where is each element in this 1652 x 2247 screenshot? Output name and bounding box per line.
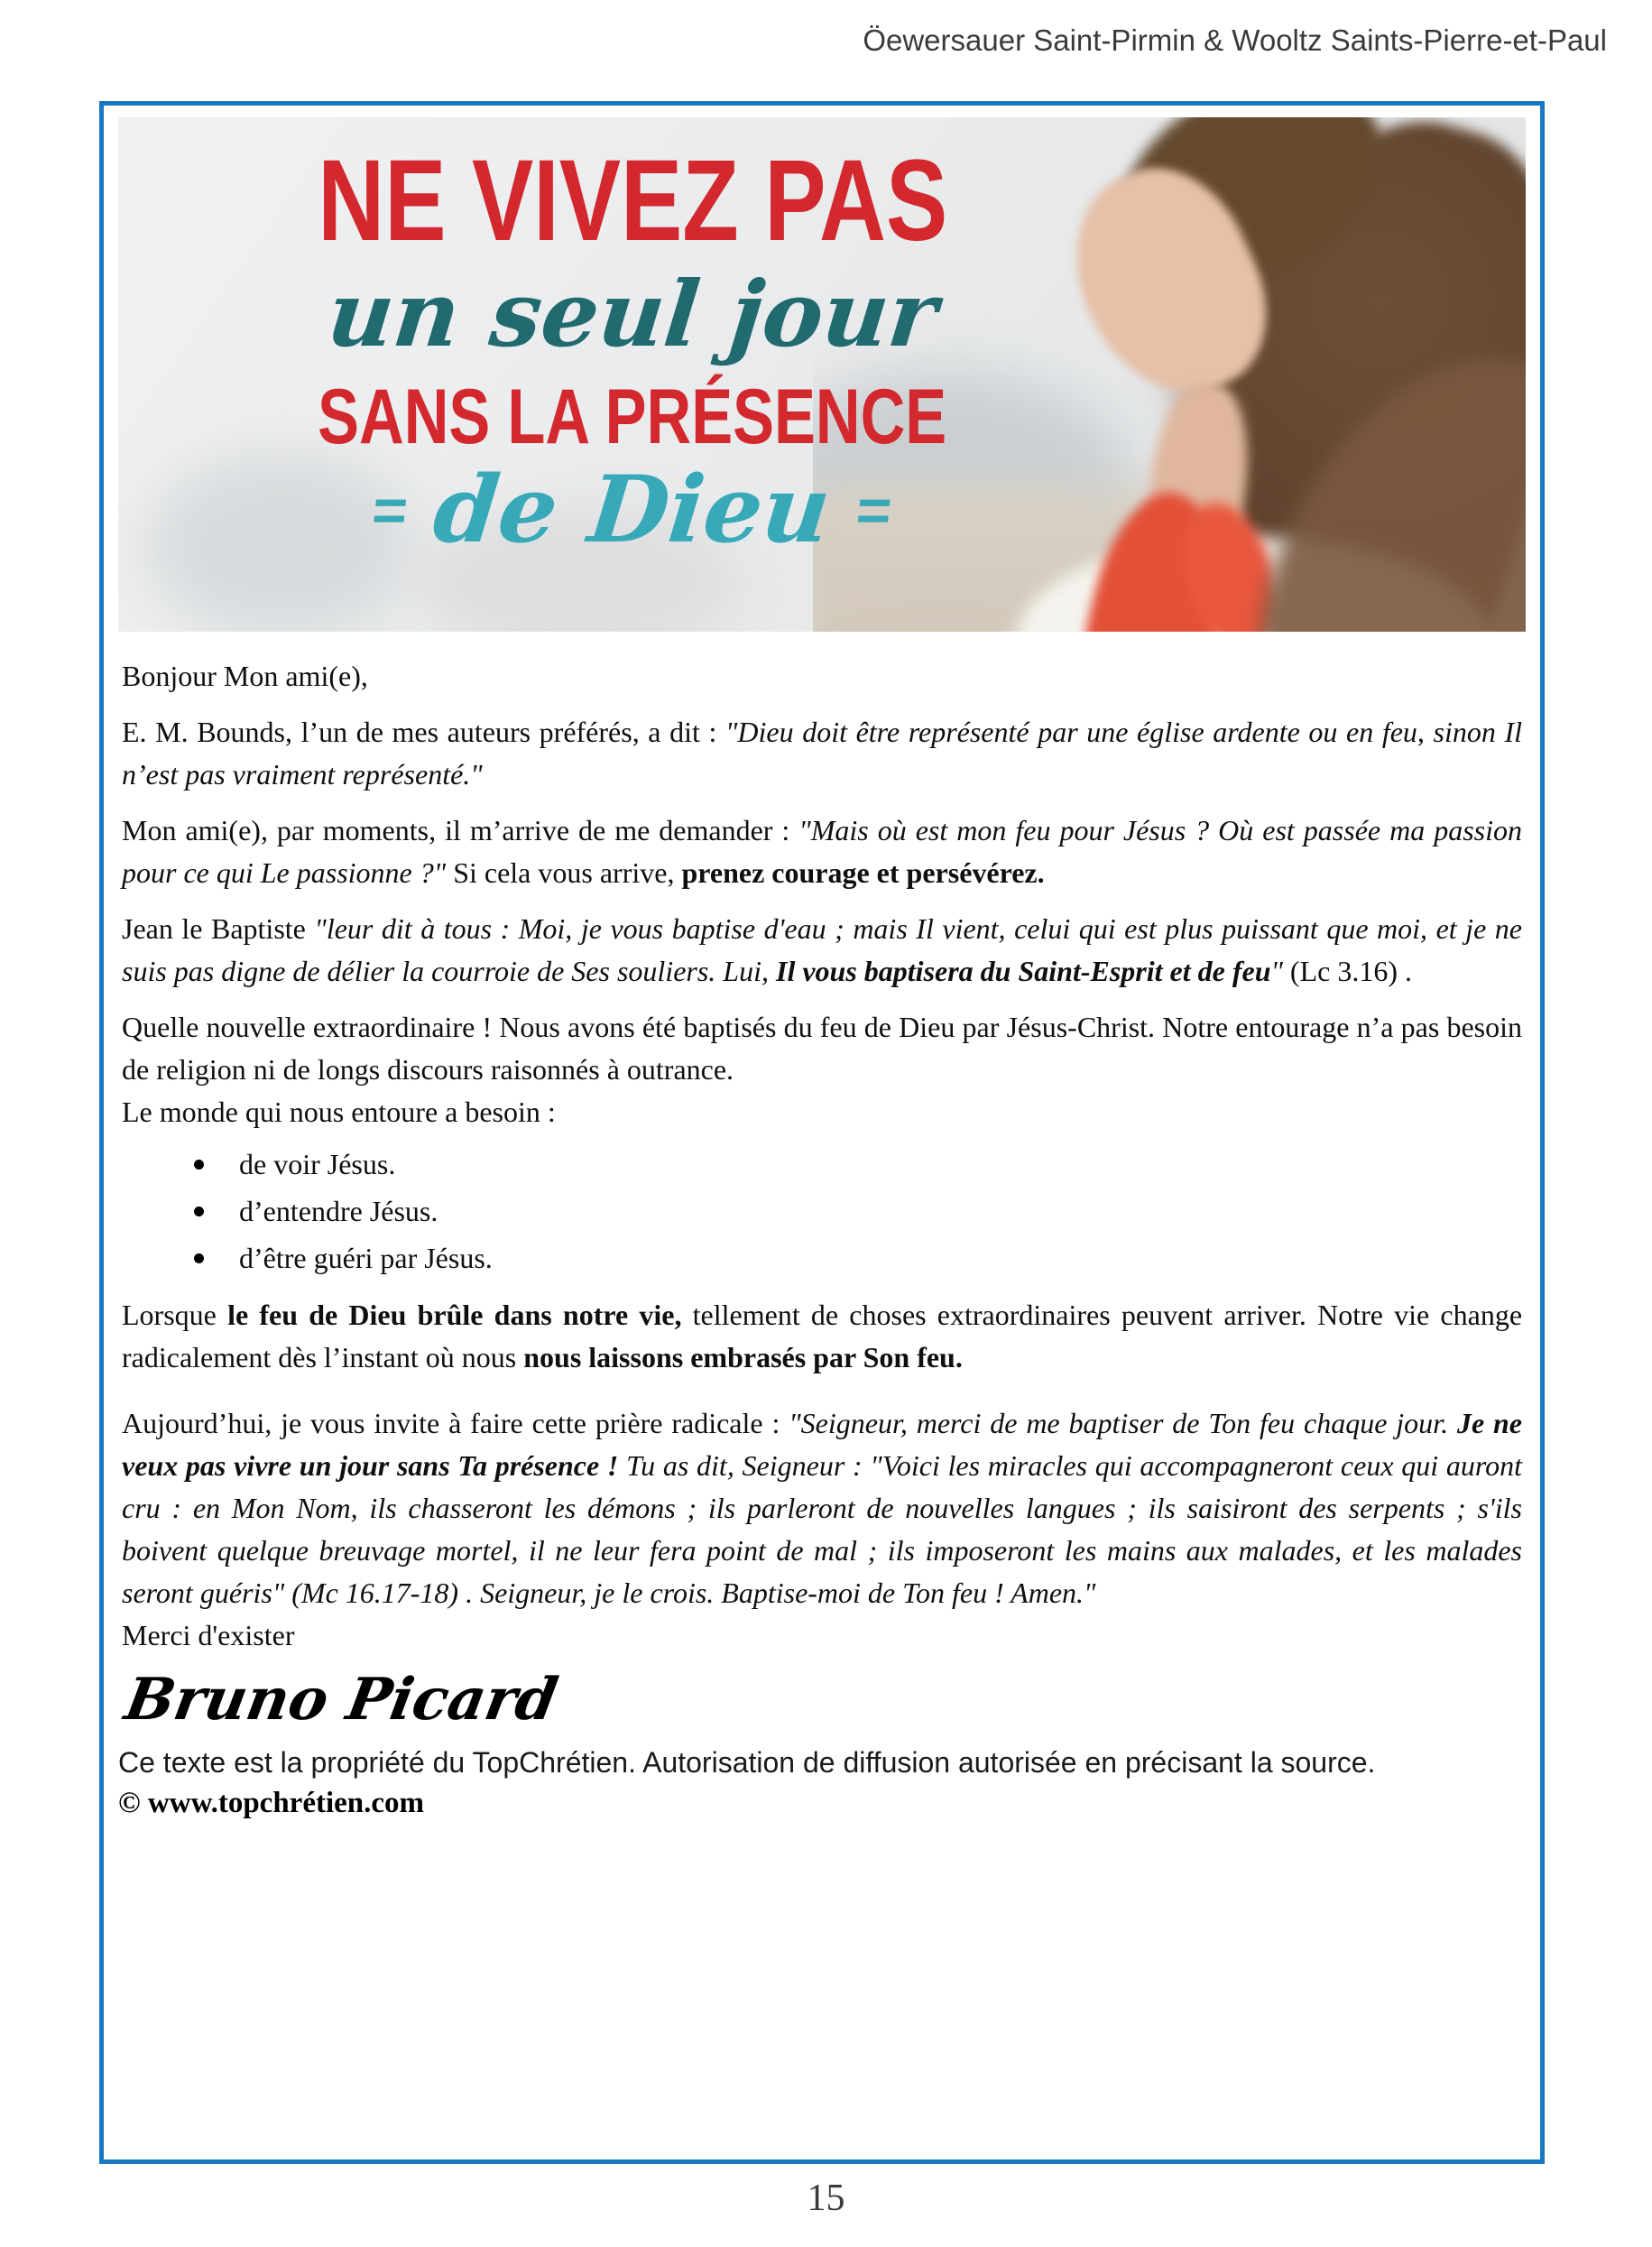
- copyright-url: © www.topchrétien.com: [118, 1787, 425, 1819]
- text-segment: (Lc 3.16) .: [1282, 955, 1412, 987]
- text-segment: nous laissons embrasés par Son feu.: [523, 1341, 963, 1373]
- text-segment: Lorsque: [122, 1299, 228, 1331]
- author-signature: Bruno Picard: [120, 1666, 563, 1734]
- paragraph: [122, 1402, 1522, 1614]
- copyright-note: Ce texte est la propriété du TopChrétien. Autorisation de diffusion autorisée en précisant la source.: [118, 1746, 1376, 1779]
- text-segment: "Seigneur, merci de me baptiser de Ton feu chaque jour.: [789, 1407, 1457, 1439]
- text-segment: Il vous baptisera du Saint-Esprit et de feu: [775, 955, 1271, 987]
- text-segment: Le monde qui nous entoure a besoin :: [122, 1096, 556, 1128]
- bullet-item: de voir Jésus.: [122, 1141, 1522, 1188]
- equals-decoration: =: [369, 476, 411, 543]
- text-segment: Tu as dit, Seigneur : "Voici les miracles qui accompagneront ceux qui auront cru : en Mon Nom, ils chasseront les démons ; ils parleront de nouvelles langues ; ils saisiront des serpents ; s'ils boivent quelque breuvage mortel, il ne leur fera point de mal ; ils imposeront les mains aux malades, et les malades seront guéris" (Mc 16.17-18) . Seigneur, je le crois. Baptise-moi de Ton feu ! Amen.": [122, 1449, 1523, 1609]
- text-segment: le feu de Dieu brûle dans notre vie,: [227, 1299, 682, 1331]
- article-body: [118, 655, 1526, 1657]
- poster-line-1: NE VIVEZ PAS: [318, 136, 947, 265]
- text-segment: Mon ami(e), par moments, il m’arrive de me demander :: [122, 814, 799, 846]
- poster-line-4-text: de Dieu: [429, 455, 836, 564]
- paragraph: [122, 809, 1522, 894]
- text-segment: "Dieu doit être représenté par une église ardente ou en feu, sinon Il n’est pas vraiment représenté.": [122, 716, 1523, 791]
- text-segment: "Mais où est mon feu pour Jésus ? Où est passée ma passion pour ce qui Le passionne ?": [122, 814, 1523, 889]
- content-frame: [99, 101, 1545, 2164]
- text-segment: Bonjour Mon ami(e),: [122, 660, 368, 692]
- text-segment: Jean le Baptiste: [122, 912, 315, 945]
- page-header: Öewersauer Saint-Pirmin & Wooltz Saints-Pierre-et-Paul: [863, 23, 1607, 57]
- text-segment: Merci d'exister: [122, 1619, 295, 1651]
- text-segment: prenez courage et persévérez.: [681, 856, 1045, 889]
- text-segment: Je ne veux pas vivre un jour sans Ta présence !: [122, 1407, 1523, 1482]
- paragraph: [122, 711, 1522, 796]
- paragraph: [122, 1614, 1522, 1657]
- bullet-list: [122, 1141, 1522, 1281]
- text-segment: ": [1270, 955, 1283, 987]
- text-segment: "leur dit à tous : Moi, je vous baptise d'eau ; mais Il vient, celui qui est plus puissant que moi, et je ne suis pas digne de délier la courroie de Ses souliers. Lui,: [122, 912, 1523, 987]
- paragraph: [122, 655, 1522, 698]
- text-segment: tellement de choses extraordinaires peuvent arriver. Notre vie change radicalement dès l’instant où nous: [122, 1299, 1523, 1373]
- poster-text-block: [145, 117, 1120, 632]
- poster-image: [118, 117, 1526, 632]
- poster-line-3: SANS LA PRÉSENCE: [318, 373, 947, 460]
- bullet-item: d’entendre Jésus.: [122, 1188, 1522, 1234]
- paragraph: [122, 1294, 1522, 1379]
- text-segment: Si cela vous arrive,: [446, 856, 682, 889]
- bullet-item: d’être guéri par Jésus.: [122, 1234, 1522, 1281]
- paragraph: [122, 908, 1522, 993]
- page-number: 15: [807, 2178, 845, 2219]
- text-segment: E. M. Bounds, l’un de mes auteurs préférés, a dit :: [122, 716, 725, 748]
- text-segment: Quelle nouvelle extraordinaire ! Nous avons été baptisés du feu de Dieu par Jésus-Christ. Notre entourage n’a pas besoin de religion ni de longs discours raisonnés à outrance.: [122, 1011, 1522, 1086]
- paragraph: [122, 1006, 1522, 1091]
- equals-decoration: =: [854, 476, 896, 543]
- text-segment: Aujourd’hui, je vous invite à faire cette prière radicale :: [122, 1407, 789, 1439]
- poster-line-2: un seul jour: [322, 260, 943, 367]
- paragraph: [122, 1091, 1522, 1133]
- poster-line-4: [368, 455, 898, 564]
